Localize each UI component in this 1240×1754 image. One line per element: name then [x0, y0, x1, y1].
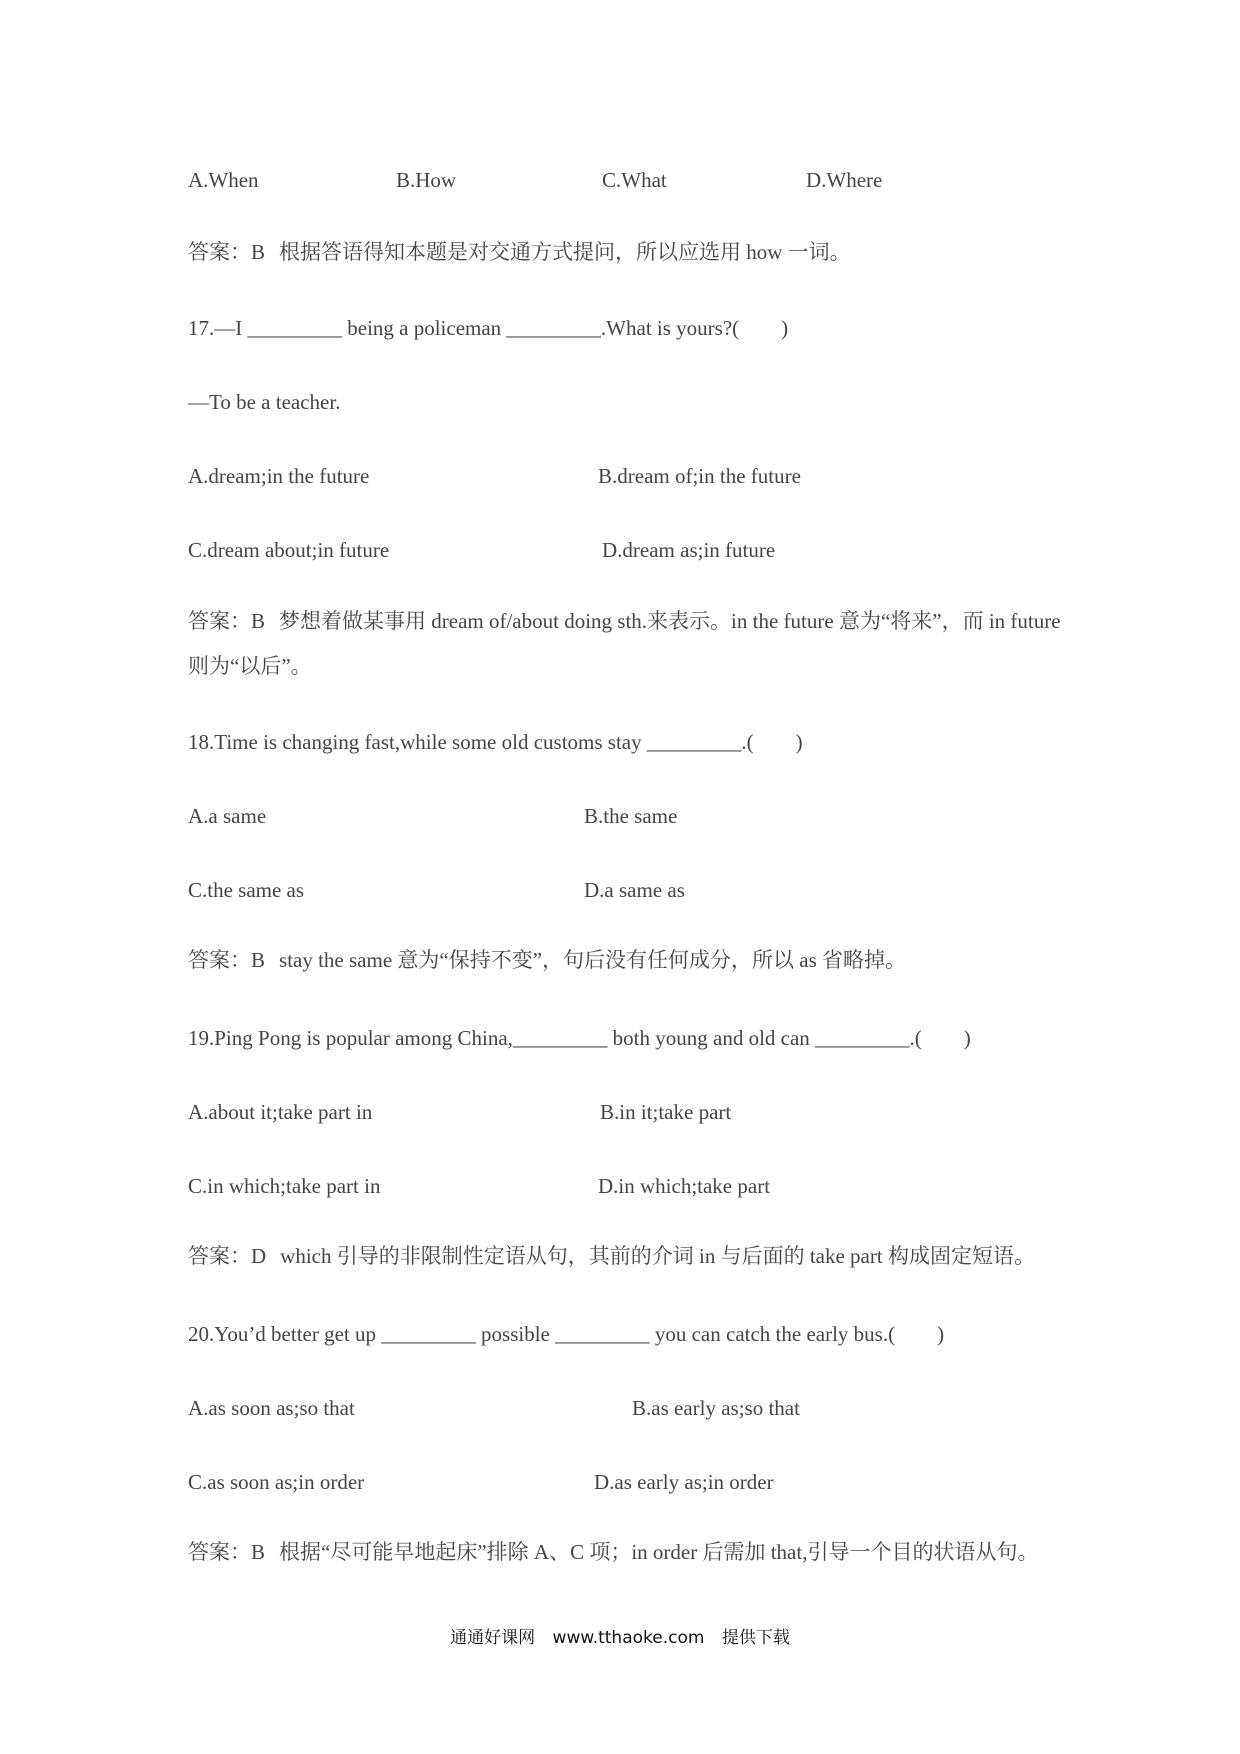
q16-option-c: C.What — [602, 168, 667, 192]
q17-answer-label: 答案：B — [188, 609, 266, 633]
footer-site-name: 通通好课网 — [450, 1628, 536, 1648]
footer-suffix: 提供下载 — [721, 1628, 790, 1648]
q19-stem: 19.Ping Pong is popular among China,_________ both young and old can _________.( ) — [188, 1026, 971, 1050]
q17-option-b: B.dream of;in the future — [598, 464, 801, 488]
q19-option-c: C.in which;take part in — [188, 1174, 381, 1198]
q16-option-a: A.When — [188, 168, 259, 192]
q19-answer — [188, 1234, 1068, 1279]
q20-answer-label: 答案：B — [188, 1540, 266, 1564]
q19-answer-text: which 引导的非限制性定语从句，其前的介词 in 与后面的 take part 构成固定短语。 — [280, 1244, 1035, 1268]
q17-reply: —To be a teacher. — [188, 390, 341, 414]
q20-option-b: B.as early as;so that — [632, 1396, 800, 1420]
q17-answer-text: 梦想着做某事用 dream of/about doing sth.来表示。in the future 意为“将来”，而 in future 则为“以后”。 — [188, 609, 1061, 678]
q20-answer-text: 根据“尽可能早地起床”排除 A、C 项；in order 后需加 that,引导一个目的状语从句。 — [279, 1540, 1039, 1564]
q19-option-a: A.about it;take part in — [188, 1100, 373, 1124]
q17-answer — [188, 599, 1068, 689]
q17-option-d: D.dream as;in future — [602, 538, 776, 562]
q20-option-d: D.as early as;in order — [594, 1470, 774, 1494]
q20-answer — [188, 1530, 1068, 1575]
q20-option-c: C.as soon as;in order — [188, 1470, 365, 1494]
q18-answer-label: 答案：B — [188, 948, 266, 972]
q19-answer-label: 答案：D — [188, 1244, 267, 1268]
q18-option-d: D.a same as — [584, 878, 685, 902]
q17-stem: 17.—I _________ being a policeman _________.What is yours?( ) — [188, 316, 789, 340]
q16-option-d: D.Where — [806, 168, 883, 192]
q18-option-a: A.a same — [188, 804, 267, 828]
q16-answer-text: 根据答语得知本题是对交通方式提问，所以应选用 how 一词。 — [279, 240, 851, 264]
q19-option-d: D.in which;take part — [598, 1174, 771, 1198]
q18-option-b: B.the same — [584, 804, 678, 828]
q19-option-b: B.in it;take part — [600, 1100, 732, 1124]
q18-answer — [188, 938, 1068, 983]
q20-stem: 20.You’d better get up _________ possible _________ you can catch the early bus.( ) — [188, 1322, 945, 1346]
q17-option-a: A.dream;in the future — [188, 464, 370, 488]
q20-option-a: A.as soon as;so that — [188, 1396, 355, 1420]
q18-option-c: C.the same as — [188, 878, 305, 902]
q16-option-b: B.How — [396, 168, 457, 192]
footer-url[interactable]: www.tthaoke.com — [552, 1628, 705, 1648]
page-footer — [0, 1624, 1240, 1652]
q16-answer-label: 答案：B — [188, 240, 266, 264]
q18-answer-text: stay the same 意为“保持不变”，句后没有任何成分，所以 as 省略掉。 — [279, 948, 907, 972]
q17-option-c: C.dream about;in future — [188, 538, 390, 562]
q16-answer — [188, 230, 1068, 275]
q18-stem: 18.Time is changing fast,while some old customs stay _________.( ) — [188, 730, 803, 754]
